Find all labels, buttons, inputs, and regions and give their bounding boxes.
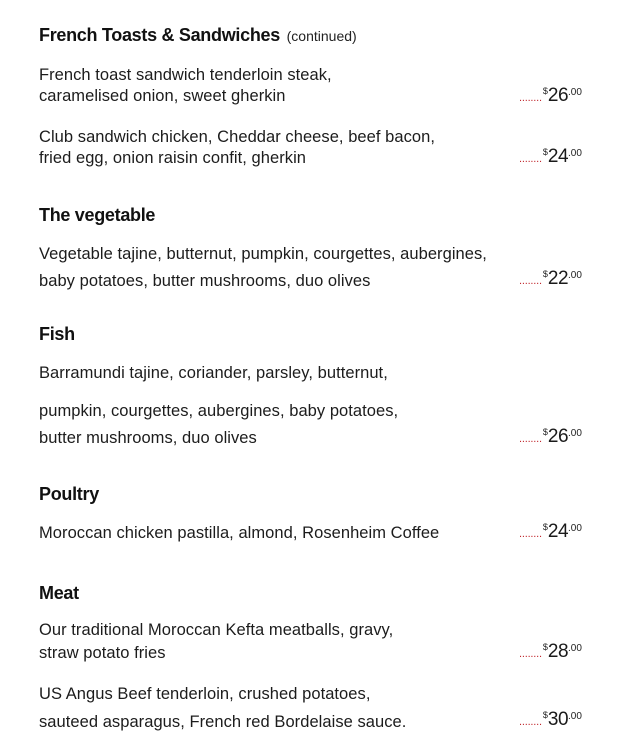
price-cents: .00 (568, 643, 582, 654)
price-amount: 24 (547, 521, 569, 542)
item-description-line: Club sandwich chicken, Cheddar cheese, beef bacon, (39, 128, 435, 146)
item-description-line: sauteed asparagus, French red Bordelaise sauce. (39, 713, 407, 731)
item-description-line: French toast sandwich tenderloin steak, (39, 66, 332, 84)
price-cents: .00 (568, 87, 582, 98)
item-description-line: caramelised onion, sweet gherkin (39, 87, 286, 105)
item-description-line: Barramundi tajine, coriander, parsley, butternut, (39, 364, 388, 382)
price-currency: $ (542, 269, 548, 279)
price-currency: $ (542, 427, 548, 437)
price-currency: $ (542, 522, 548, 532)
price-leader-dots: ........ (519, 275, 542, 287)
price-cents: .00 (568, 711, 582, 722)
price-amount: 28 (547, 641, 569, 662)
price-amount: 26 (547, 426, 569, 447)
price-leader-dots: ........ (519, 433, 542, 445)
section-title-text: Poultry (39, 484, 99, 504)
price-leader-dots: ........ (519, 92, 542, 104)
item-price (519, 427, 582, 450)
item-price (519, 86, 582, 109)
section-title-text: The vegetable (39, 205, 156, 225)
price-amount: 30 (547, 709, 569, 730)
price-cents: .00 (568, 523, 582, 534)
section-title-french-toasts (39, 24, 357, 47)
price-amount: 26 (547, 85, 569, 106)
section-title-text: Fish (39, 324, 75, 344)
item-description-line: straw potato fries (39, 644, 166, 662)
price-leader-dots: ........ (519, 528, 542, 540)
item-description-line: Moroccan chicken pastilla, almond, Rosenheim Coffee (39, 524, 440, 542)
item-description-line: US Angus Beef tenderloin, crushed potatoes, (39, 685, 371, 703)
item-price (519, 522, 582, 545)
item-price (519, 710, 582, 733)
price-cents: .00 (568, 428, 582, 439)
price-amount: 24 (547, 146, 569, 167)
price-leader-dots: ........ (519, 153, 542, 165)
section-note: (continued) (286, 28, 357, 44)
item-description-line: butter mushrooms, duo olives (39, 429, 257, 447)
price-currency: $ (542, 147, 548, 157)
section-title-text: Meat (39, 583, 79, 603)
item-price (519, 269, 582, 292)
price-leader-dots: ........ (519, 648, 542, 660)
section-title-vegetable (39, 204, 155, 226)
item-price (519, 642, 582, 665)
item-description-line: baby potatoes, butter mushrooms, duo olives (39, 272, 371, 290)
price-leader-dots: ........ (519, 716, 542, 728)
item-description-line: pumpkin, courgettes, aubergines, baby potatoes, (39, 402, 399, 420)
price-currency: $ (542, 710, 548, 720)
item-description-line: fried egg, onion raisin confit, gherkin (39, 149, 307, 167)
item-price (519, 147, 582, 170)
section-title-meat (39, 582, 79, 604)
item-description-line: Vegetable tajine, butternut, pumpkin, courgettes, aubergines, (39, 245, 487, 263)
section-title-text: French Toasts & Sandwiches (39, 25, 280, 45)
section-title-poultry (39, 483, 99, 505)
item-description-line: Our traditional Moroccan Kefta meatballs, gravy, (39, 621, 394, 639)
price-cents: .00 (568, 270, 582, 281)
price-amount: 22 (547, 268, 569, 289)
price-currency: $ (542, 86, 548, 96)
section-title-fish (39, 323, 75, 345)
price-cents: .00 (568, 148, 582, 159)
price-currency: $ (542, 642, 548, 652)
